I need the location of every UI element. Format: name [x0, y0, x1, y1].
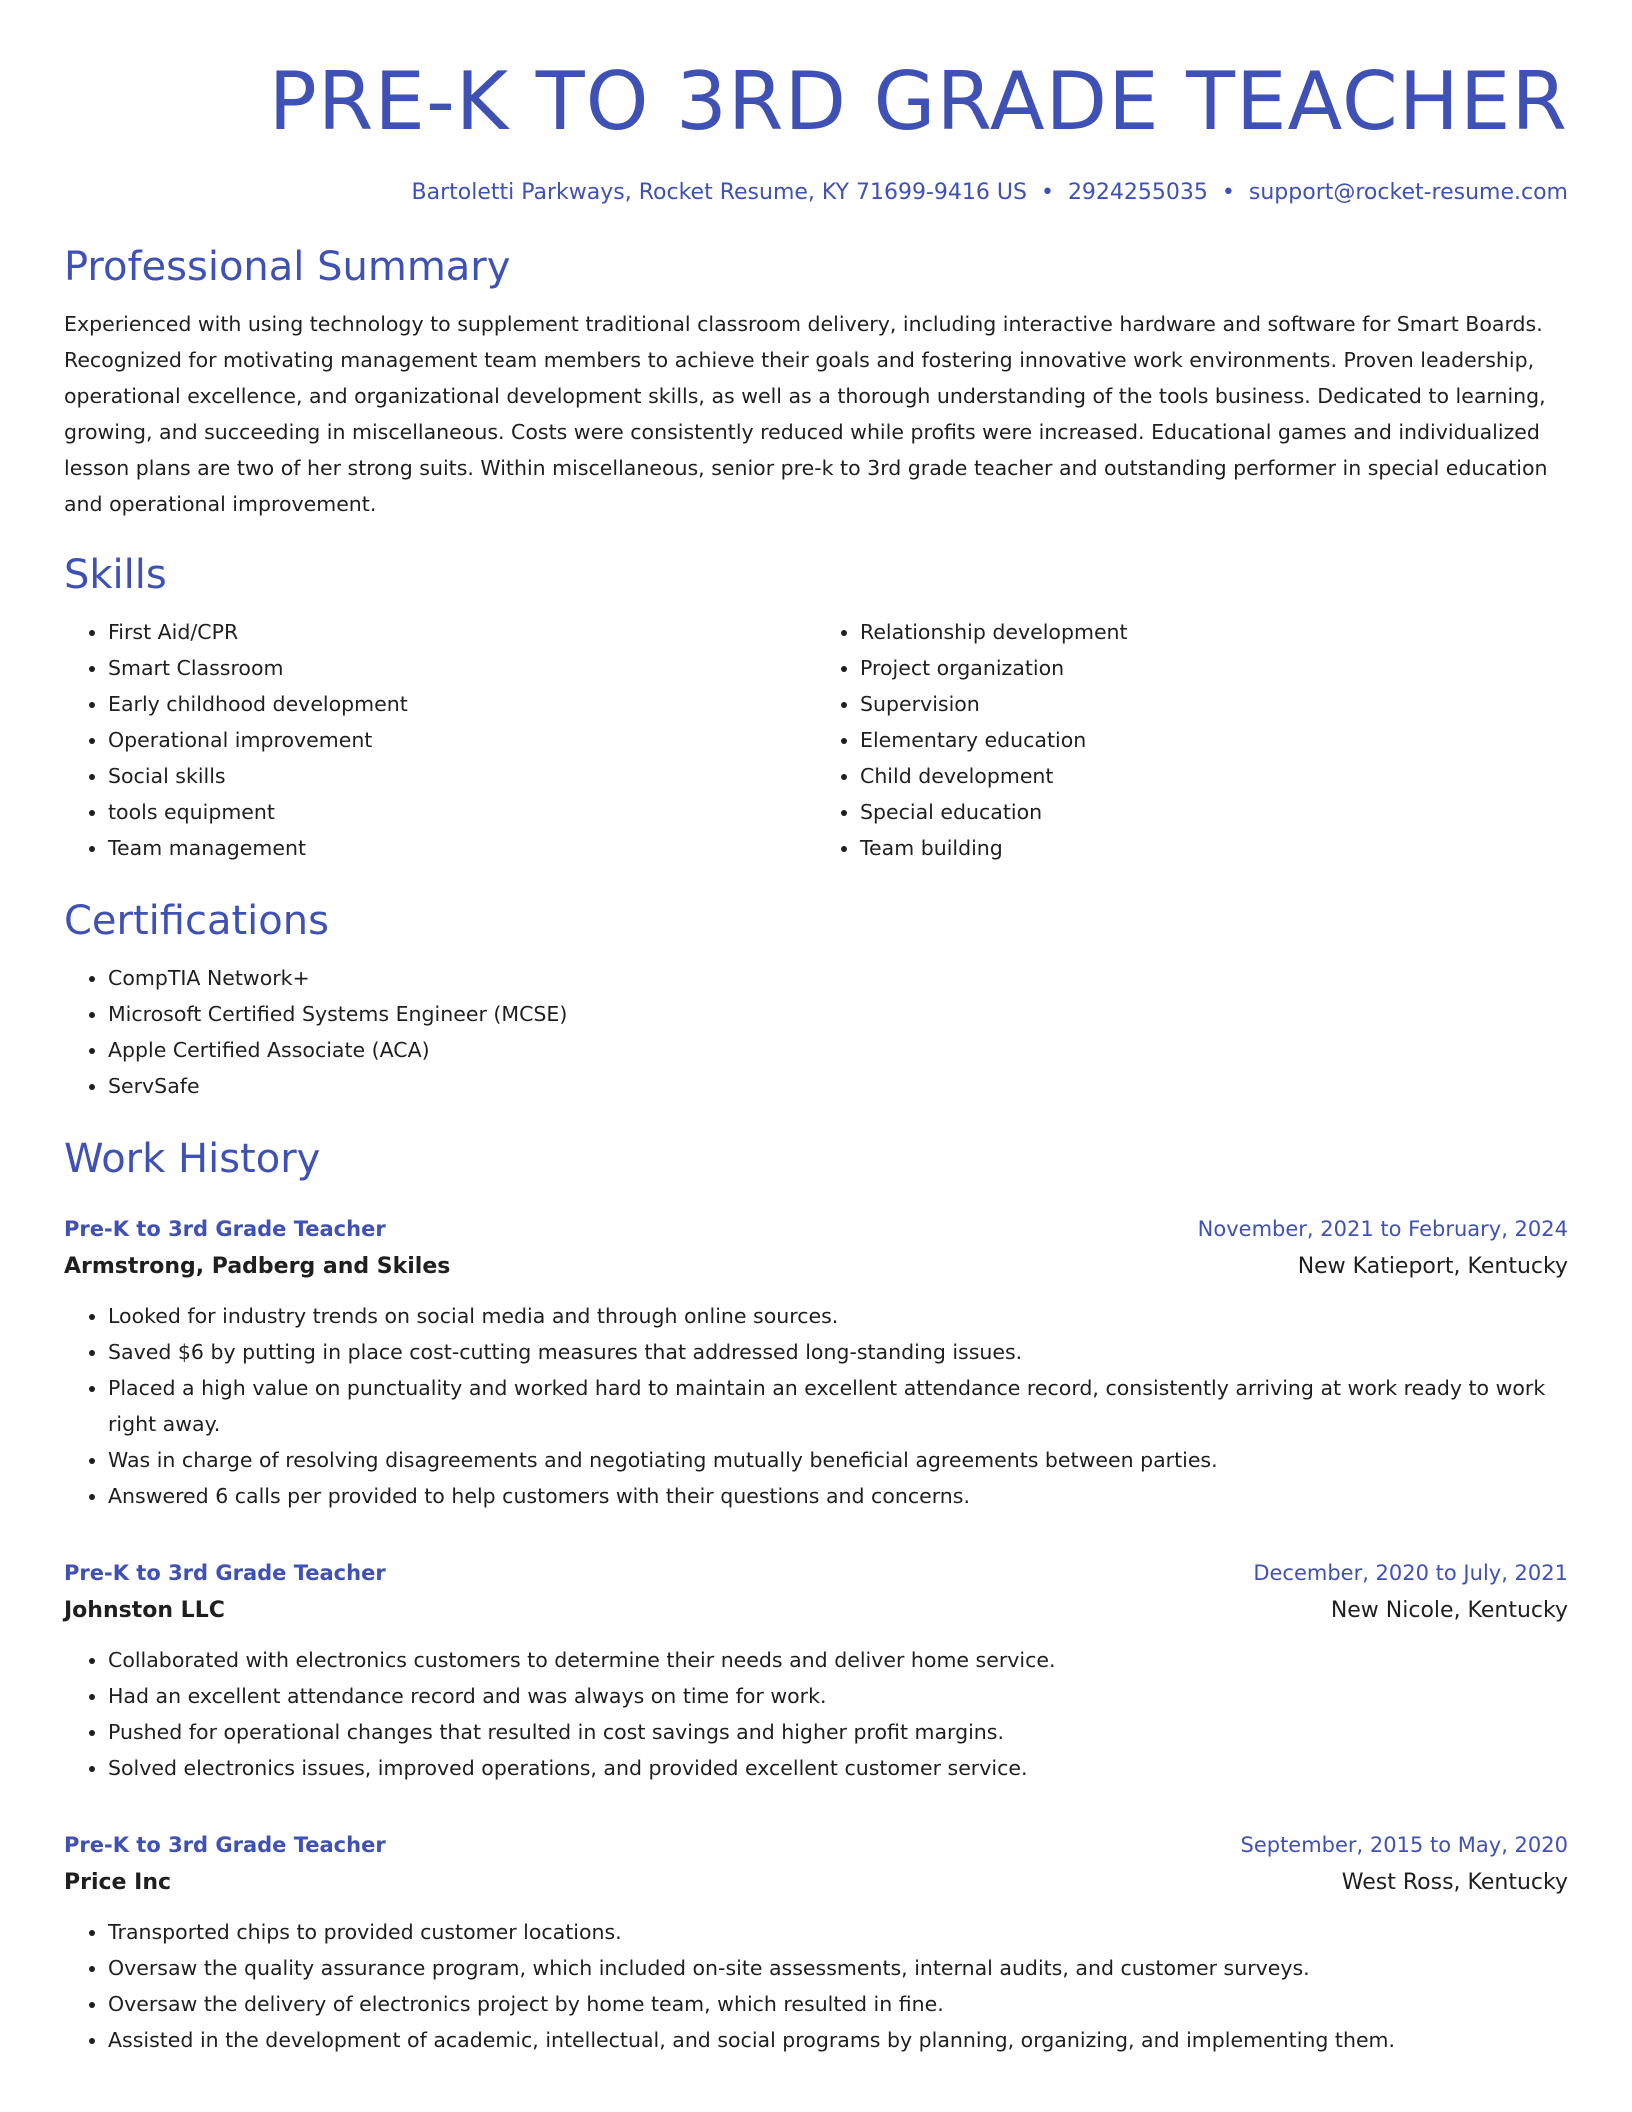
summary-heading: Professional Summary — [64, 244, 511, 290]
skill-item: • Team management — [108, 830, 816, 866]
job-bullet: • Looked for industry trends on social media and through online sources. — [108, 1298, 1568, 1334]
job-location: New Katieport, Kentucky — [1297, 1254, 1568, 1279]
contact-separator: • — [1040, 180, 1054, 205]
job-bullets — [64, 1914, 1568, 2058]
job-location: New Nicole, Kentucky — [1330, 1598, 1568, 1623]
job-entry — [64, 1826, 1568, 2058]
job-company-row — [64, 1248, 1568, 1286]
certification-item: • ServSafe — [108, 1068, 1568, 1104]
job-bullet: • Pushed for operational changes that resulted in cost savings and higher profit margins. — [108, 1714, 1568, 1750]
job-company: Johnston LLC — [64, 1598, 225, 1623]
job-bullet: • Had an excellent attendance record and was always on time for work. — [108, 1678, 1568, 1714]
job-bullet: • Solved electronics issues, improved operations, and provided excellent customer service. — [108, 1750, 1568, 1786]
contact-line — [64, 178, 1568, 208]
certifications-list — [64, 960, 1568, 1104]
job-title: Pre-K to 3rd Grade Teacher — [64, 1217, 386, 1241]
job-bullet: • Saved $6 by putting in place cost-cutting measures that addressed long-standing issues. — [108, 1334, 1568, 1370]
contact-phone: 2924255035 — [1067, 180, 1208, 205]
skill-item: • Elementary education — [860, 722, 1568, 758]
job-bullet: • Answered 6 calls per provided to help customers with their questions and concerns. — [108, 1478, 1568, 1514]
skill-item: • Team building — [860, 830, 1568, 866]
skill-item: • Special education — [860, 794, 1568, 830]
certification-item: • CompTIA Network+ — [108, 960, 1568, 996]
resume-title: PRE-K TO 3RD GRADE TEACHER — [268, 55, 1568, 148]
job-entry — [64, 1210, 1568, 1514]
job-entry — [64, 1554, 1568, 1786]
skill-item: • Relationship development — [860, 614, 1568, 650]
skill-item: • First Aid/CPR — [108, 614, 816, 650]
job-location: West Ross, Kentucky — [1341, 1870, 1568, 1895]
job-bullet: • Oversaw the quality assurance program, which included on-site assessments, internal audits, and customer surveys. — [108, 1950, 1568, 1986]
job-bullets — [64, 1298, 1568, 1514]
skill-item: • Social skills — [108, 758, 816, 794]
job-bullet: • Placed a high value on punctuality and worked hard to maintain an excellent attendance record, consistently arriving at work ready to work right away. — [108, 1370, 1568, 1442]
job-title: Pre-K to 3rd Grade Teacher — [64, 1833, 386, 1857]
summary-text: Experienced with using technology to supplement traditional classroom delivery, including interactive hardware and software for Smart Boards. Recognized for motivating management team members to achieve their goals and fostering innovative work environments. Proven leadership, operational excellence, and organizational development skills, as well as a thorough understanding of the tools business. Dedicated to learning, growing, and succeeding in miscellaneous. Costs were consistently reduced while profits were increased. Educational games and individualized lesson plans are two of her strong suits. Within miscellaneous, senior pre-k to 3rd grade teacher and outstanding performer in special education and operational improvement. — [64, 312, 1548, 516]
contact-email: support@rocket-resume.com — [1248, 180, 1568, 205]
job-bullet: • Collaborated with electronics customers to determine their needs and deliver home service. — [108, 1642, 1568, 1678]
job-header-row — [64, 1826, 1568, 1864]
work-history-heading: Work History — [64, 1136, 321, 1182]
job-header-row — [64, 1210, 1568, 1248]
skills-list-right — [816, 614, 1568, 866]
job-bullet: • Oversaw the delivery of electronics project by home team, which resulted in fine. — [108, 1986, 1568, 2022]
skill-item: • Project organization — [860, 650, 1568, 686]
skill-item: • Smart Classroom — [108, 650, 816, 686]
job-dates: November, 2021 to February, 2024 — [1197, 1217, 1568, 1241]
job-bullet: • Transported chips to provided customer locations. — [108, 1914, 1568, 1950]
job-dates: December, 2020 to July, 2021 — [1253, 1561, 1568, 1585]
skill-item: • Early childhood development — [108, 686, 816, 722]
job-header-row — [64, 1554, 1568, 1592]
job-bullet: • Assisted in the development of academic, intellectual, and social programs by planning, organizing, and implementing them. — [108, 2022, 1568, 2058]
job-company-row — [64, 1864, 1568, 1902]
skill-item: • Child development — [860, 758, 1568, 794]
certifications-heading: Certifications — [64, 898, 329, 944]
job-bullet: • Was in charge of resolving disagreements and negotiating mutually beneficial agreements between parties. — [108, 1442, 1568, 1478]
job-title: Pre-K to 3rd Grade Teacher — [64, 1561, 386, 1585]
certification-item: • Apple Certified Associate (ACA) — [108, 1032, 1568, 1068]
certification-item: • Microsoft Certified Systems Engineer (MCSE) — [108, 996, 1568, 1032]
job-company: Price Inc — [64, 1870, 172, 1895]
job-bullets — [64, 1642, 1568, 1786]
contact-separator: • — [1221, 180, 1235, 205]
skill-item: • Supervision — [860, 686, 1568, 722]
job-company: Armstrong, Padberg and Skiles — [64, 1254, 451, 1279]
skills-grid — [64, 614, 1568, 866]
skill-item: • tools equipment — [108, 794, 816, 830]
job-company-row — [64, 1592, 1568, 1630]
skills-list-left — [64, 614, 816, 866]
job-dates: September, 2015 to May, 2020 — [1240, 1833, 1568, 1857]
skills-heading: Skills — [64, 552, 167, 598]
skill-item: • Operational improvement — [108, 722, 816, 758]
contact-address: Bartoletti Parkways, Rocket Resume, KY 71699-9416 US — [411, 180, 1027, 205]
